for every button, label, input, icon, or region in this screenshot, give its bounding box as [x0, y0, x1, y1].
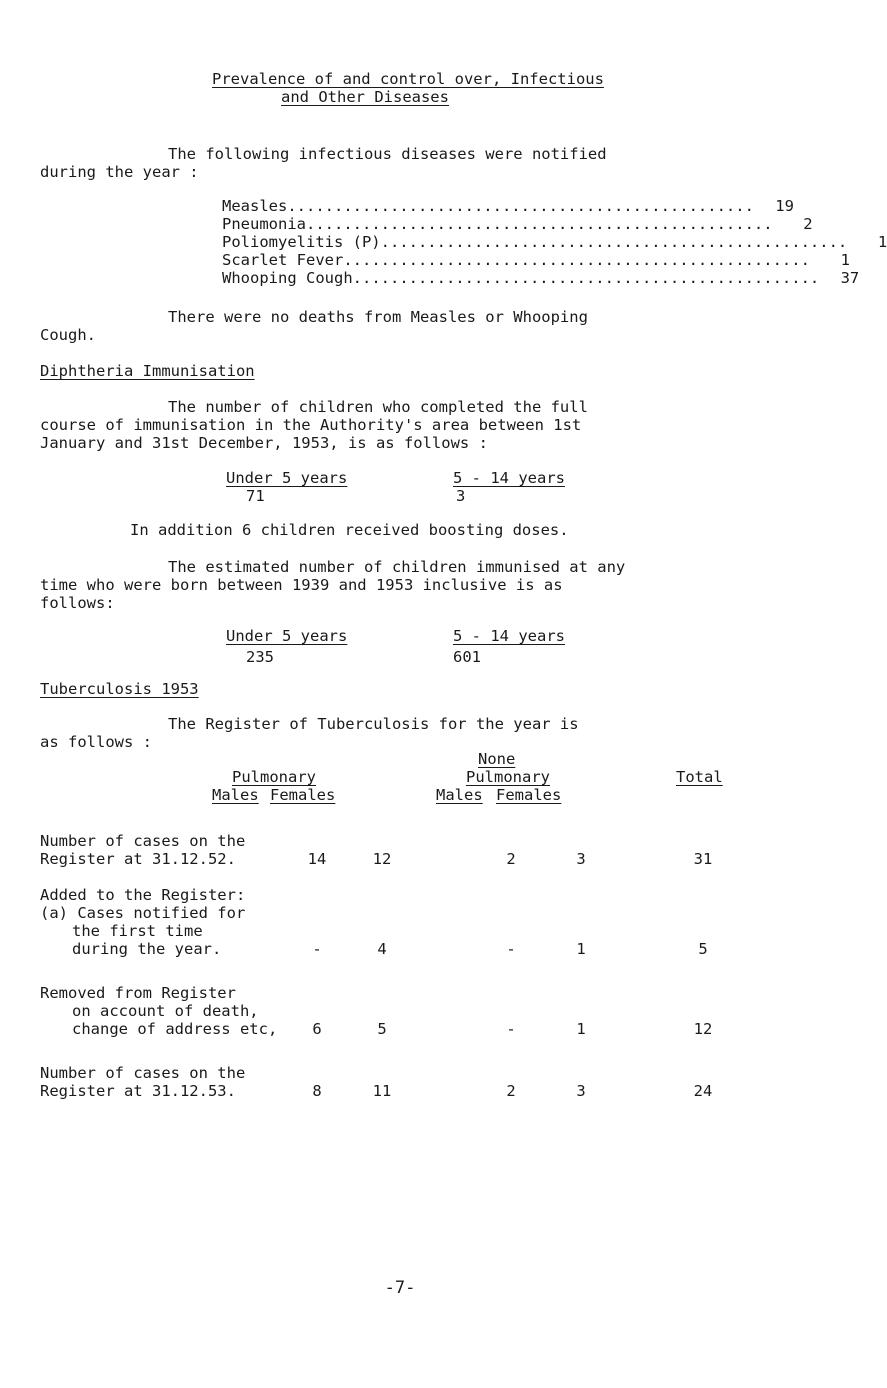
tb-cell-pulm-males: 14 — [307, 850, 327, 868]
tb-cell-pulm-males: 8 — [312, 1082, 322, 1100]
disease-count: 1 — [840, 251, 850, 269]
immunised-col2-header: 5 - 14 years — [453, 469, 565, 487]
diphtheria-text-line3: January and 31st December, 1953, is as follows : — [40, 434, 488, 452]
estimate-line2: time who were born between 1939 and 1953 inclusive is as — [40, 576, 563, 594]
tb-row-label: Register at 31.12.52. — [40, 850, 236, 868]
tb-row-label: on account of death, — [72, 1002, 259, 1020]
tb-header-nonpulm-females: Females — [496, 786, 562, 804]
tb-header-pulm-males: Males — [212, 786, 259, 804]
disease-row: Scarlet Fever .................................................. 1 — [222, 251, 850, 269]
page-number: -7- — [384, 1278, 416, 1298]
tb-intro-line2: as follows : — [40, 733, 152, 751]
tb-intro-line1: The Register of Tuberculosis for the year is — [168, 715, 579, 733]
tb-cell-pulm-females: 4 — [377, 940, 387, 958]
tb-cell-pulm-females: 11 — [372, 1082, 392, 1100]
tb-row-label: the first time — [72, 922, 203, 940]
disease-name: Measles — [222, 197, 288, 215]
tuberculosis-heading: Tuberculosis 1953 — [40, 680, 199, 698]
tb-header-nonpulm-males: Males — [436, 786, 483, 804]
disease-name: Scarlet Fever — [222, 251, 344, 269]
boosting-text: In addition 6 children received boosting doses. — [130, 521, 569, 539]
no-deaths-line2: Cough. — [40, 326, 96, 344]
tb-row-label: Register at 31.12.53. — [40, 1082, 236, 1100]
tb-header-pulmonary: Pulmonary — [232, 768, 316, 786]
tb-cell-nonpulm-males: - — [506, 940, 516, 958]
tb-cell-total: 5 — [698, 940, 708, 958]
estimated-col2-value: 601 — [453, 648, 481, 666]
disease-row: Whooping Cough .................................................. 37 — [222, 269, 860, 287]
tb-header-total: Total — [676, 768, 723, 786]
tb-cell-nonpulm-males: 2 — [506, 1082, 516, 1100]
estimated-col1-header: Under 5 years — [226, 627, 348, 645]
tb-cell-nonpulm-females: 1 — [576, 1020, 586, 1038]
estimated-col1-value: 235 — [246, 648, 274, 666]
tb-cell-total: 24 — [693, 1082, 713, 1100]
tb-cell-pulm-females: 12 — [372, 850, 392, 868]
tb-cell-nonpulm-females: 3 — [576, 850, 586, 868]
tb-row-label: Number of cases on the — [40, 832, 246, 850]
intro-line2: during the year : — [40, 163, 199, 181]
disease-row: Measles .................................................. 19 — [222, 197, 794, 215]
disease-count: 37 — [840, 269, 860, 287]
estimated-col2-header: 5 - 14 years — [453, 627, 565, 645]
page-title-line2: and Other Diseases — [281, 88, 449, 106]
diphtheria-text-line1: The number of children who completed the full — [168, 398, 588, 416]
tb-row-label: Added to the Register: — [40, 886, 246, 904]
disease-count: 1 — [877, 233, 887, 251]
tb-row-label: change of address etc, — [72, 1020, 278, 1038]
tb-cell-nonpulm-males: - — [506, 1020, 516, 1038]
tb-cell-nonpulm-females: 1 — [576, 940, 586, 958]
tb-cell-pulm-females: 5 — [377, 1020, 387, 1038]
diphtheria-heading: Diphtheria Immunisation — [40, 362, 255, 380]
disease-row: Pneumonia .................................................. 2 — [222, 215, 813, 233]
tb-header-pulm-females: Females — [270, 786, 336, 804]
tb-row-label: Number of cases on the — [40, 1064, 246, 1082]
tb-cell-total: 31 — [693, 850, 713, 868]
tb-row-label: during the year. — [72, 940, 222, 958]
disease-name: Poliomyelitis (P) — [222, 233, 381, 251]
tb-cell-nonpulm-females: 3 — [576, 1082, 586, 1100]
tb-row-label: (a) Cases notified for — [40, 904, 246, 922]
page-title-line1: Prevalence of and control over, Infectious — [212, 70, 604, 88]
tb-header-none: None — [478, 750, 516, 768]
diphtheria-text-line2: course of immunisation in the Authority's area between 1st — [40, 416, 582, 434]
disease-count: 19 — [775, 197, 794, 215]
disease-row: Poliomyelitis (P) .................................................. 1 — [222, 233, 887, 251]
disease-name: Pneumonia — [222, 215, 306, 233]
tb-cell-pulm-males: 6 — [312, 1020, 322, 1038]
immunised-col1-header: Under 5 years — [226, 469, 348, 487]
estimate-line3: follows: — [40, 594, 115, 612]
tb-row-label: Removed from Register — [40, 984, 236, 1002]
estimate-line1: The estimated number of children immunised at any — [168, 558, 626, 576]
disease-name: Whooping Cough — [222, 269, 353, 287]
immunised-col1-value: 71 — [246, 487, 265, 505]
immunised-col2-value: 3 — [456, 487, 466, 505]
tb-cell-total: 12 — [693, 1020, 713, 1038]
disease-count: 2 — [803, 215, 813, 233]
tb-cell-pulm-males: - — [312, 940, 322, 958]
tb-header-none-pulmonary: Pulmonary — [466, 768, 550, 786]
no-deaths-line1: There were no deaths from Measles or Whooping — [168, 308, 588, 326]
intro-line1: The following infectious diseases were notified — [168, 145, 607, 163]
tb-cell-nonpulm-males: 2 — [506, 850, 516, 868]
